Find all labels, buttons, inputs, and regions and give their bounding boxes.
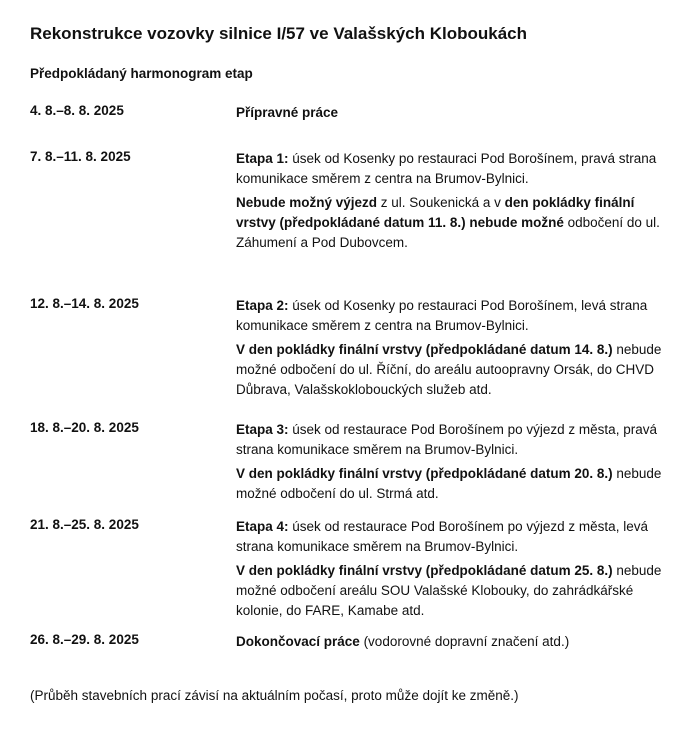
text-run: úsek od restaurace Pod Borošínem po výjezd z města, pravá strana komunikace směrem na Brumov-Bylnici. bbox=[236, 422, 657, 457]
text-run: úsek od Kosenky po restauraci Pod Borošínem, pravá strana komunikace směrem z centra na Brumov-Bylnici. bbox=[236, 151, 657, 186]
bold-text-run: Etapa 1: bbox=[236, 151, 289, 166]
text-run: úsek od Kosenky po restauraci Pod Borošínem, levá strana komunikace směrem z centra na Brumov-Bylnici. bbox=[236, 298, 648, 333]
bold-text-run: Etapa 4: bbox=[236, 519, 289, 534]
bold-text-run: Nebude možný výjezd bbox=[236, 195, 378, 210]
bold-text-run: Etapa 3: bbox=[236, 422, 289, 437]
stage-date: 4. 8.–8. 8. 2025 bbox=[30, 103, 124, 118]
text-run: nebude možné odbočení areálu SOU Valašské Klobouky, do zahrádkářské kolonie, do FARE, Kamabe atd. bbox=[236, 563, 662, 618]
bold-text-run: Etapa 2: bbox=[236, 298, 289, 313]
stage-paragraph bbox=[236, 103, 674, 123]
stage-description bbox=[236, 420, 674, 504]
page-subtitle: Předpokládaný harmonogram etap bbox=[30, 66, 253, 81]
stage-paragraph bbox=[236, 340, 674, 400]
text-run: nebude možné odbočení do ul. Říční, do areálu autoopravny Orsák, do CHVD Důbrava, Valašskoklobouckých služeb atd. bbox=[236, 342, 662, 397]
bold-text-run: V den pokládky finální vrstvy (předpokládané datum 14. 8.) bbox=[236, 342, 613, 357]
stage-date: 21. 8.–25. 8. 2025 bbox=[30, 517, 139, 532]
stage-date: 12. 8.–14. 8. 2025 bbox=[30, 296, 139, 311]
stage-date: 26. 8.–29. 8. 2025 bbox=[30, 632, 139, 647]
stage-description bbox=[236, 103, 674, 123]
bold-text-run: Přípravné práce bbox=[236, 105, 339, 120]
text-run: nebude možné odbočení do ul. Strmá atd. bbox=[236, 466, 662, 501]
stage-paragraph bbox=[236, 561, 674, 621]
bold-text-run: den pokládky finální vrstvy (předpokládané datum 11. 8.) nebude možné bbox=[236, 195, 635, 230]
stage-paragraph bbox=[236, 420, 674, 460]
bold-text-run: Dokončovací práce bbox=[236, 634, 360, 649]
bold-text-run: V den pokládky finální vrstvy (předpokládané datum 25. 8.) bbox=[236, 563, 613, 578]
text-run: (vodorovné dopravní značení atd.) bbox=[359, 634, 570, 649]
stage-paragraph bbox=[236, 193, 674, 253]
stage-description bbox=[236, 296, 674, 400]
stage-description bbox=[236, 149, 674, 253]
stage-description bbox=[236, 517, 674, 621]
stage-paragraph bbox=[236, 632, 674, 652]
page-title: Rekonstrukce vozovky silnice I/57 ve Valašských Kloboukách bbox=[30, 24, 528, 43]
stage-date: 7. 8.–11. 8. 2025 bbox=[30, 149, 131, 164]
text-run: odbočení do ul. Záhumení a Pod Dubovcem. bbox=[236, 215, 660, 250]
bold-text-run: V den pokládky finální vrstvy (předpokládané datum 20. 8.) bbox=[236, 466, 613, 481]
text-run: z ul. Soukenická a v bbox=[377, 195, 505, 210]
stage-date: 18. 8.–20. 8. 2025 bbox=[30, 420, 139, 435]
stage-description bbox=[236, 632, 674, 652]
stage-paragraph bbox=[236, 149, 674, 189]
stage-paragraph bbox=[236, 296, 674, 336]
stage-paragraph bbox=[236, 517, 674, 557]
text-run: úsek od restaurace Pod Borošínem po výjezd z města, levá strana komunikace směrem na Brumov-Bylnici. bbox=[236, 519, 648, 554]
footnote: (Průběh stavebních prací závisí na aktuálním počasí, proto může dojít ke změně.) bbox=[30, 688, 519, 703]
stage-paragraph bbox=[236, 464, 674, 504]
